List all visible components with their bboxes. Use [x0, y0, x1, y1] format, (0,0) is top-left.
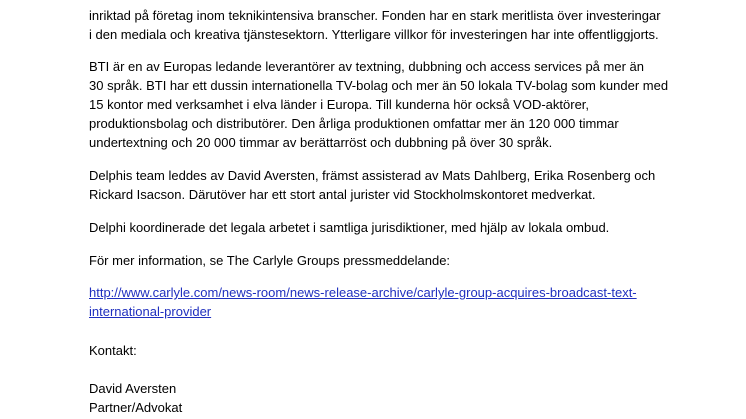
paragraph-team-line-2: Rickard Isacson. Därutöver har ett stort antal jurister vid Stockholmskontoret medverkat. — [89, 187, 596, 202]
paragraph-team-line-1: Delphis team leddes av David Aversten, främst assisterad av Mats Dahlberg, Erika Rosenberg och — [89, 168, 656, 183]
contact-heading: Kontakt: — [89, 343, 137, 358]
press-release-link-line-2[interactable]: international-provider — [89, 304, 212, 319]
paragraph-bti-line-1: BTI är en av Europas ledande leverantörer av textning, dubbning och access services på mer än — [89, 59, 644, 74]
paragraph-bti-line-4: produktionsbolag och distributörer. Den årliga produktionen omfattar mer än 120 000 timmar — [89, 116, 619, 131]
contact-title: Partner/Advokat — [89, 400, 183, 415]
paragraph-bti-line-2: 30 språk. BTI har ett dussin internationella TV-bolag och mer än 50 lokala TV-bolag som kunder med — [89, 78, 669, 93]
press-release-link-line-1[interactable]: http://www.carlyle.com/news-room/news-release-archive/carlyle-group-acquires-broadcast-text- — [89, 285, 637, 300]
paragraph-more-info: För mer information, se The Carlyle Groups pressmeddelande: — [89, 253, 451, 268]
paragraph-bti-line-3: 15 kontor med verksamhet i elva länder i Europa. Till kunderna hör också VOD-aktörer, — [89, 97, 590, 112]
paragraph-coordination: Delphi koordinerade det legala arbetet i samtliga jurisdiktioner, med hjälp av lokala ombud. — [89, 220, 610, 235]
paragraph-fund-line-2: i den mediala och kreativa tjänstesektorn. Ytterligare villkor för investeringen har inte offentliggjorts. — [89, 27, 659, 42]
contact-name: David Aversten — [89, 381, 177, 396]
paragraph-bti-line-5: undertextning och 20 000 timmar av berättarröst och dubbning på över 30 språk. — [89, 135, 553, 150]
paragraph-fund-line-1: inriktad på företag inom teknikintensiva branscher. Fonden har en stark meritlista över investeringar — [89, 8, 661, 23]
